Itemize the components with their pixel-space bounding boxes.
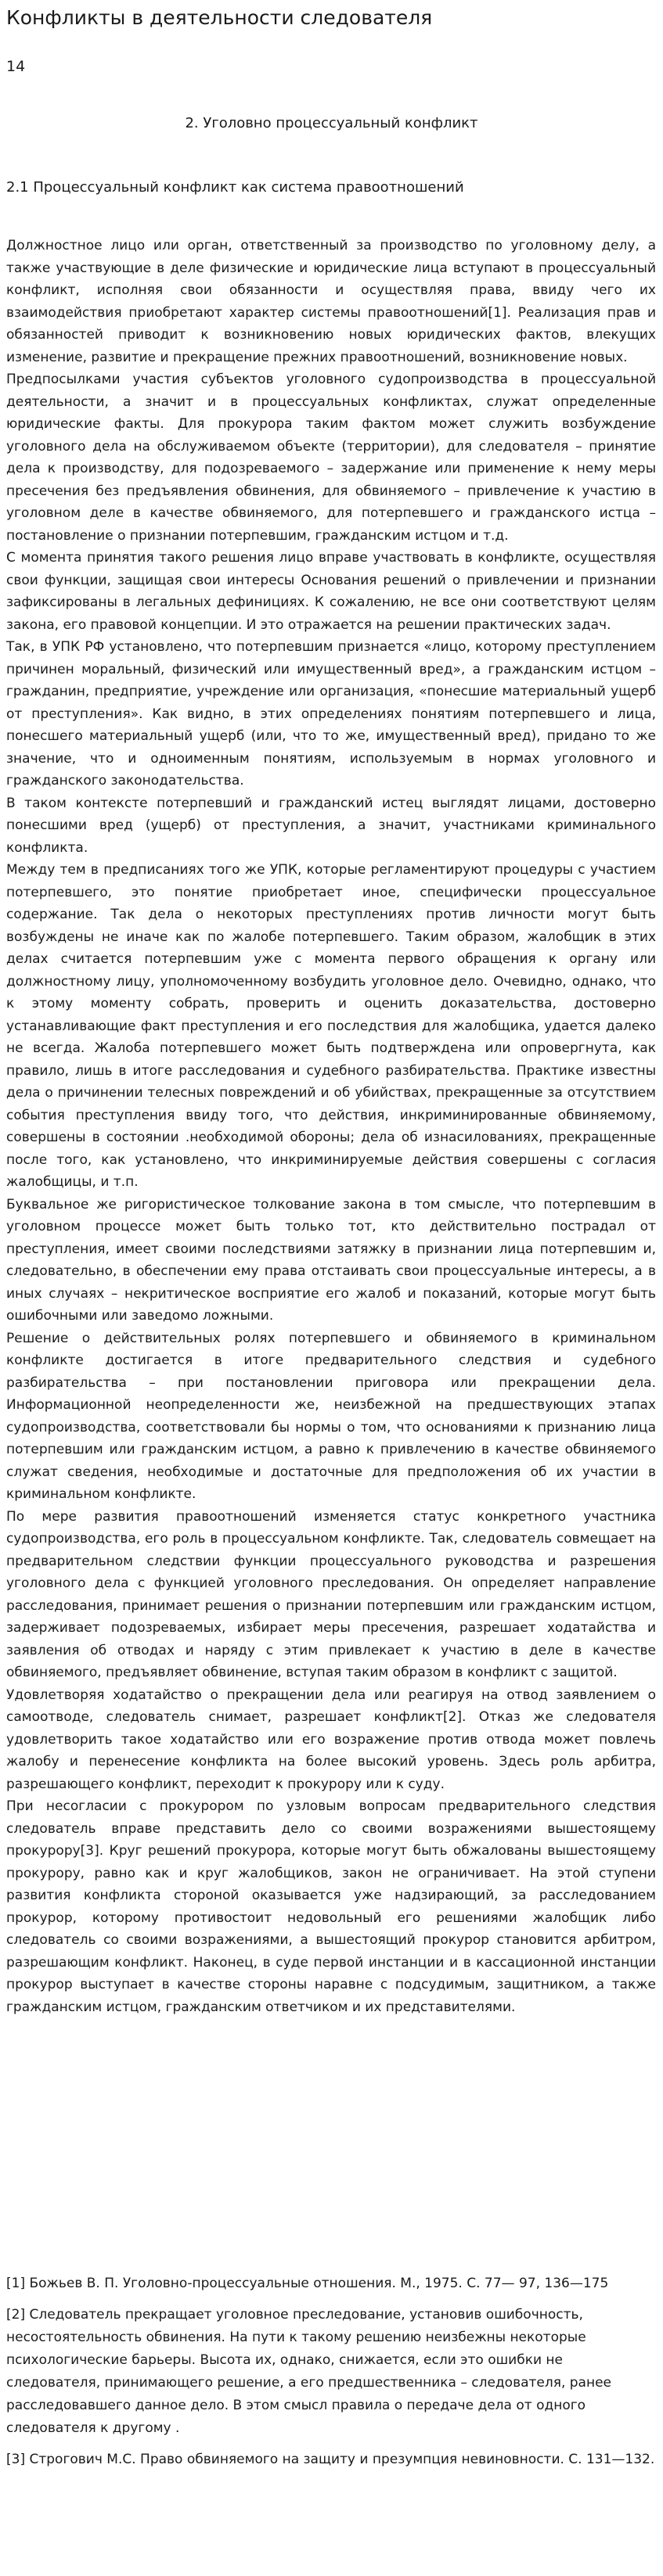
document-title: Конфликты в деятельности следователя (6, 6, 433, 29)
footnotes (6, 2272, 656, 2480)
chapter-heading: 2. Уголовно процессуальный конфликт (185, 115, 478, 131)
paragraph: Так, в УПК РФ установлено, что потерпевшим признается «лицо, которому преступлением причинен моральный, физический или имущественный вред», а гражданским истцом – гражданин, предприятие, учреждение или организация, «понесшие материальный ущерб от преступления». Как видно, в этих определениях понятиям потерпевшего и лица, понесшего материальный ущерб (или, что то же, имущественный вред), придано то же значение, что и одноименным понятиям, используемым в нормах уголовного и гражданского законодательства. (6, 639, 656, 789)
page-number: 14 (6, 58, 26, 75)
paragraph: Решение о действительных ролях потерпевшего и обвиняемого в криминальном конфликте достигается в итоге предварительного следствия и судебного разбирательства – при постановлении приговора или прекращении дела. Информационной неопределенности же, неизбежной на предшествующих этапах судопроизводства, соответствовали бы нормы о том, что основаниями к признанию лица потерпевшим или гражданским истцом, а равно к привлечению в качестве обвиняемого служат сведения, необходимые и достаточные для предположения об их участии в криминальном конфликте. (6, 1330, 656, 1502)
body-text (6, 235, 656, 2018)
section-heading: 2.1 Процессуальный конфликт как система правоотношений (6, 179, 464, 196)
paragraph: Должностное лицо или орган, ответственный за производство по уголовному делу, а также участвующие в деле физические и юридические лица вступают в процессуальный конфликт, исполняя свои обязанности и осуществляя права, ввиду чего их взаимодействия приобретают характер системы правоотношений[1]. Реализация прав и обязанностей приводит к возникновению новых юридических фактов, влекущих изменение, развитие и прекращение прежних правоотношений, возникновение новых. (6, 238, 656, 365)
paragraph: Между тем в предписаниях того же УПК, которые регламентируют процедуры с участием потерпевшего, это понятие приобретает иное, специфически процессуальное содержание. Так дела о некоторых преступлениях против личности могут быть возбуждены не иначе как по жалобе потерпевшего. Таким образом, жалобщик в этих делах считается потерпевшим уже с момента первого обращения к органу или должностному лицу, уполномоченному возбудить уголовное дело. Очевидно, однако, что к этому моменту собрать, проверить и оценить доказательства, достоверно устанавливающие факт преступления и его последствия для жалобщика, удается далеко не всегда. Жалоба потерпевшего может быть подтверждена или опровергнута, как правило, лишь в итоге расследования и судебного разбирательства. Практике известны дела о причинении телесных повреждений и об убийствах, прекращенные за отсутствием события преступления ввиду того, что действия, инкриминированные обвиняемому, совершены в состоянии .необходимой обороны; дела об изнасилованиях, прекращенные после того, как установлено, что инкриминируемые действия совершены с согласия жалобщицы, и т.п. (6, 862, 656, 1190)
footnote: [2] Следователь прекращает уголовное преследование, установив ошибочность, несостоятельность обвинения. На пути к такому решению неизбежны некоторые психологические барьеры. Высота их, однако, снижается, если это ошибки не следователя, принимающего решение, а его предшественника – следователя, ранее расследовавшего данное дело. В этом смысл правила о передаче дела от одного следователя к другому . (6, 2307, 612, 2436)
paragraph: В таком контексте потерпевший и гражданский истец выглядят лицами, достоверно понесшими вред (ущерб) от преступления, а значит, участниками криминального конфликта. (6, 795, 656, 856)
footnote: [3] Строгович М.С. Право обвиняемого на защиту и презумпция невиновности. С. 131—132. (6, 2452, 655, 2467)
paragraph: При несогласии с прокурором по узловым вопросам предварительного следствия следователь вправе представить дело со своими возражениями вышестоящему прокурору[3]. Круг решений прокурора, которые могут быть обжалованы вышестоящему прокурору, равно как и круг жалобщиков, закон не ограничивает. На этой ступени развития конфликта стороной оказывается уже надзирающий, за расследованием прокурор, которому противостоит недовольный его решениями жалобщик либо следователь со своими возражениями, а вышестоящий прокурор становится арбитром, разрешающим конфликт. Наконец, в суде первой инстанции и в кассационной инстанции прокурор выступает в качестве стороны наравне с подсудимым, защитником, а также гражданским истцом, гражданским ответчиком и их представителями. (6, 1798, 656, 2015)
paragraph: По мере развития правоотношений изменяется статус конкретного участника судопроизводства, его роль в процессуальном конфликте. Так, следователь совмещает на предварительном следствии функции процессуального руководства и разрешения уголовного дела с функцией уголовного преследования. Он определяет направление расследования, принимает решения о признании потерпевшим или гражданским истцом, задерживает подозреваемых, избирает меры пресечения, разрешает ходатайства и заявления об отводах и наряду с этим привлекает к участию в деле в качестве обвиняемого, предъявляет обвинение, вступая таким образом в конфликт с защитой. (6, 1508, 656, 1680)
footnote: [1] Божьев В. П. Уголовно-процессуальные отношения. М., 1975. С. 77— 97, 136—175 (6, 2276, 609, 2291)
paragraph: Буквальное же ригористическое толкование закона в том смысле, что потерпевшим в уголовном процессе может быть только тот, кто действительно пострадал от преступления, имеет своими последствиями затяжку в признании лица потерпевшим и, следовательно, в обеспечении ему права отстаивать свои процессуальные интересы, а в иных случаях – некритическое восприятие его жалоб и показаний, которые могут быть ошибочными или заведомо ложными. (6, 1196, 656, 1324)
paragraph: С момента принятия такого решения лицо вправе участвовать в конфликте, осуществляя свои функции, защищая свои интересы Основания решений о привлечении и признании зафиксированы в легальных дефинициях. К сожалению, не все они соответствуют целям закона, его правовой концепции. И это отражается на решении практических задач. (6, 550, 656, 633)
paragraph: Удовлетворяя ходатайство о прекращении дела или реагируя на отвод заявлением о самоотводе, следователь снимает, разрешает конфликт[2]. Отказ же следователя удовлетворить такое ходатайство или его возражение против отвода может повлечь жалобу и перенесение конфликта на более высокий уровень. Здесь роль арбитра, разрешающего конфликт, переходит к прокурору или к суду. (6, 1687, 656, 1792)
paragraph: Предпосылками участия субъектов уголовного судопроизводства в процессуальной деятельности, а значит и в процессуальных конфликтах, служат определенные юридические факты. Для прокурора таким фактом может служить возбуждение уголовного дела на обслуживаемом объекте (территории), для следователя – принятие дела к производству, для подозреваемого – задержание или применение к нему меры пресечения без предъявления обвинения, для обвиняемого – привлечение к участию в уголовном деле в качестве обвиняемого, для потерпевшего и гражданского истца – постановление о признании потерпевшим, гражданским истцом и т.д. (6, 372, 656, 544)
